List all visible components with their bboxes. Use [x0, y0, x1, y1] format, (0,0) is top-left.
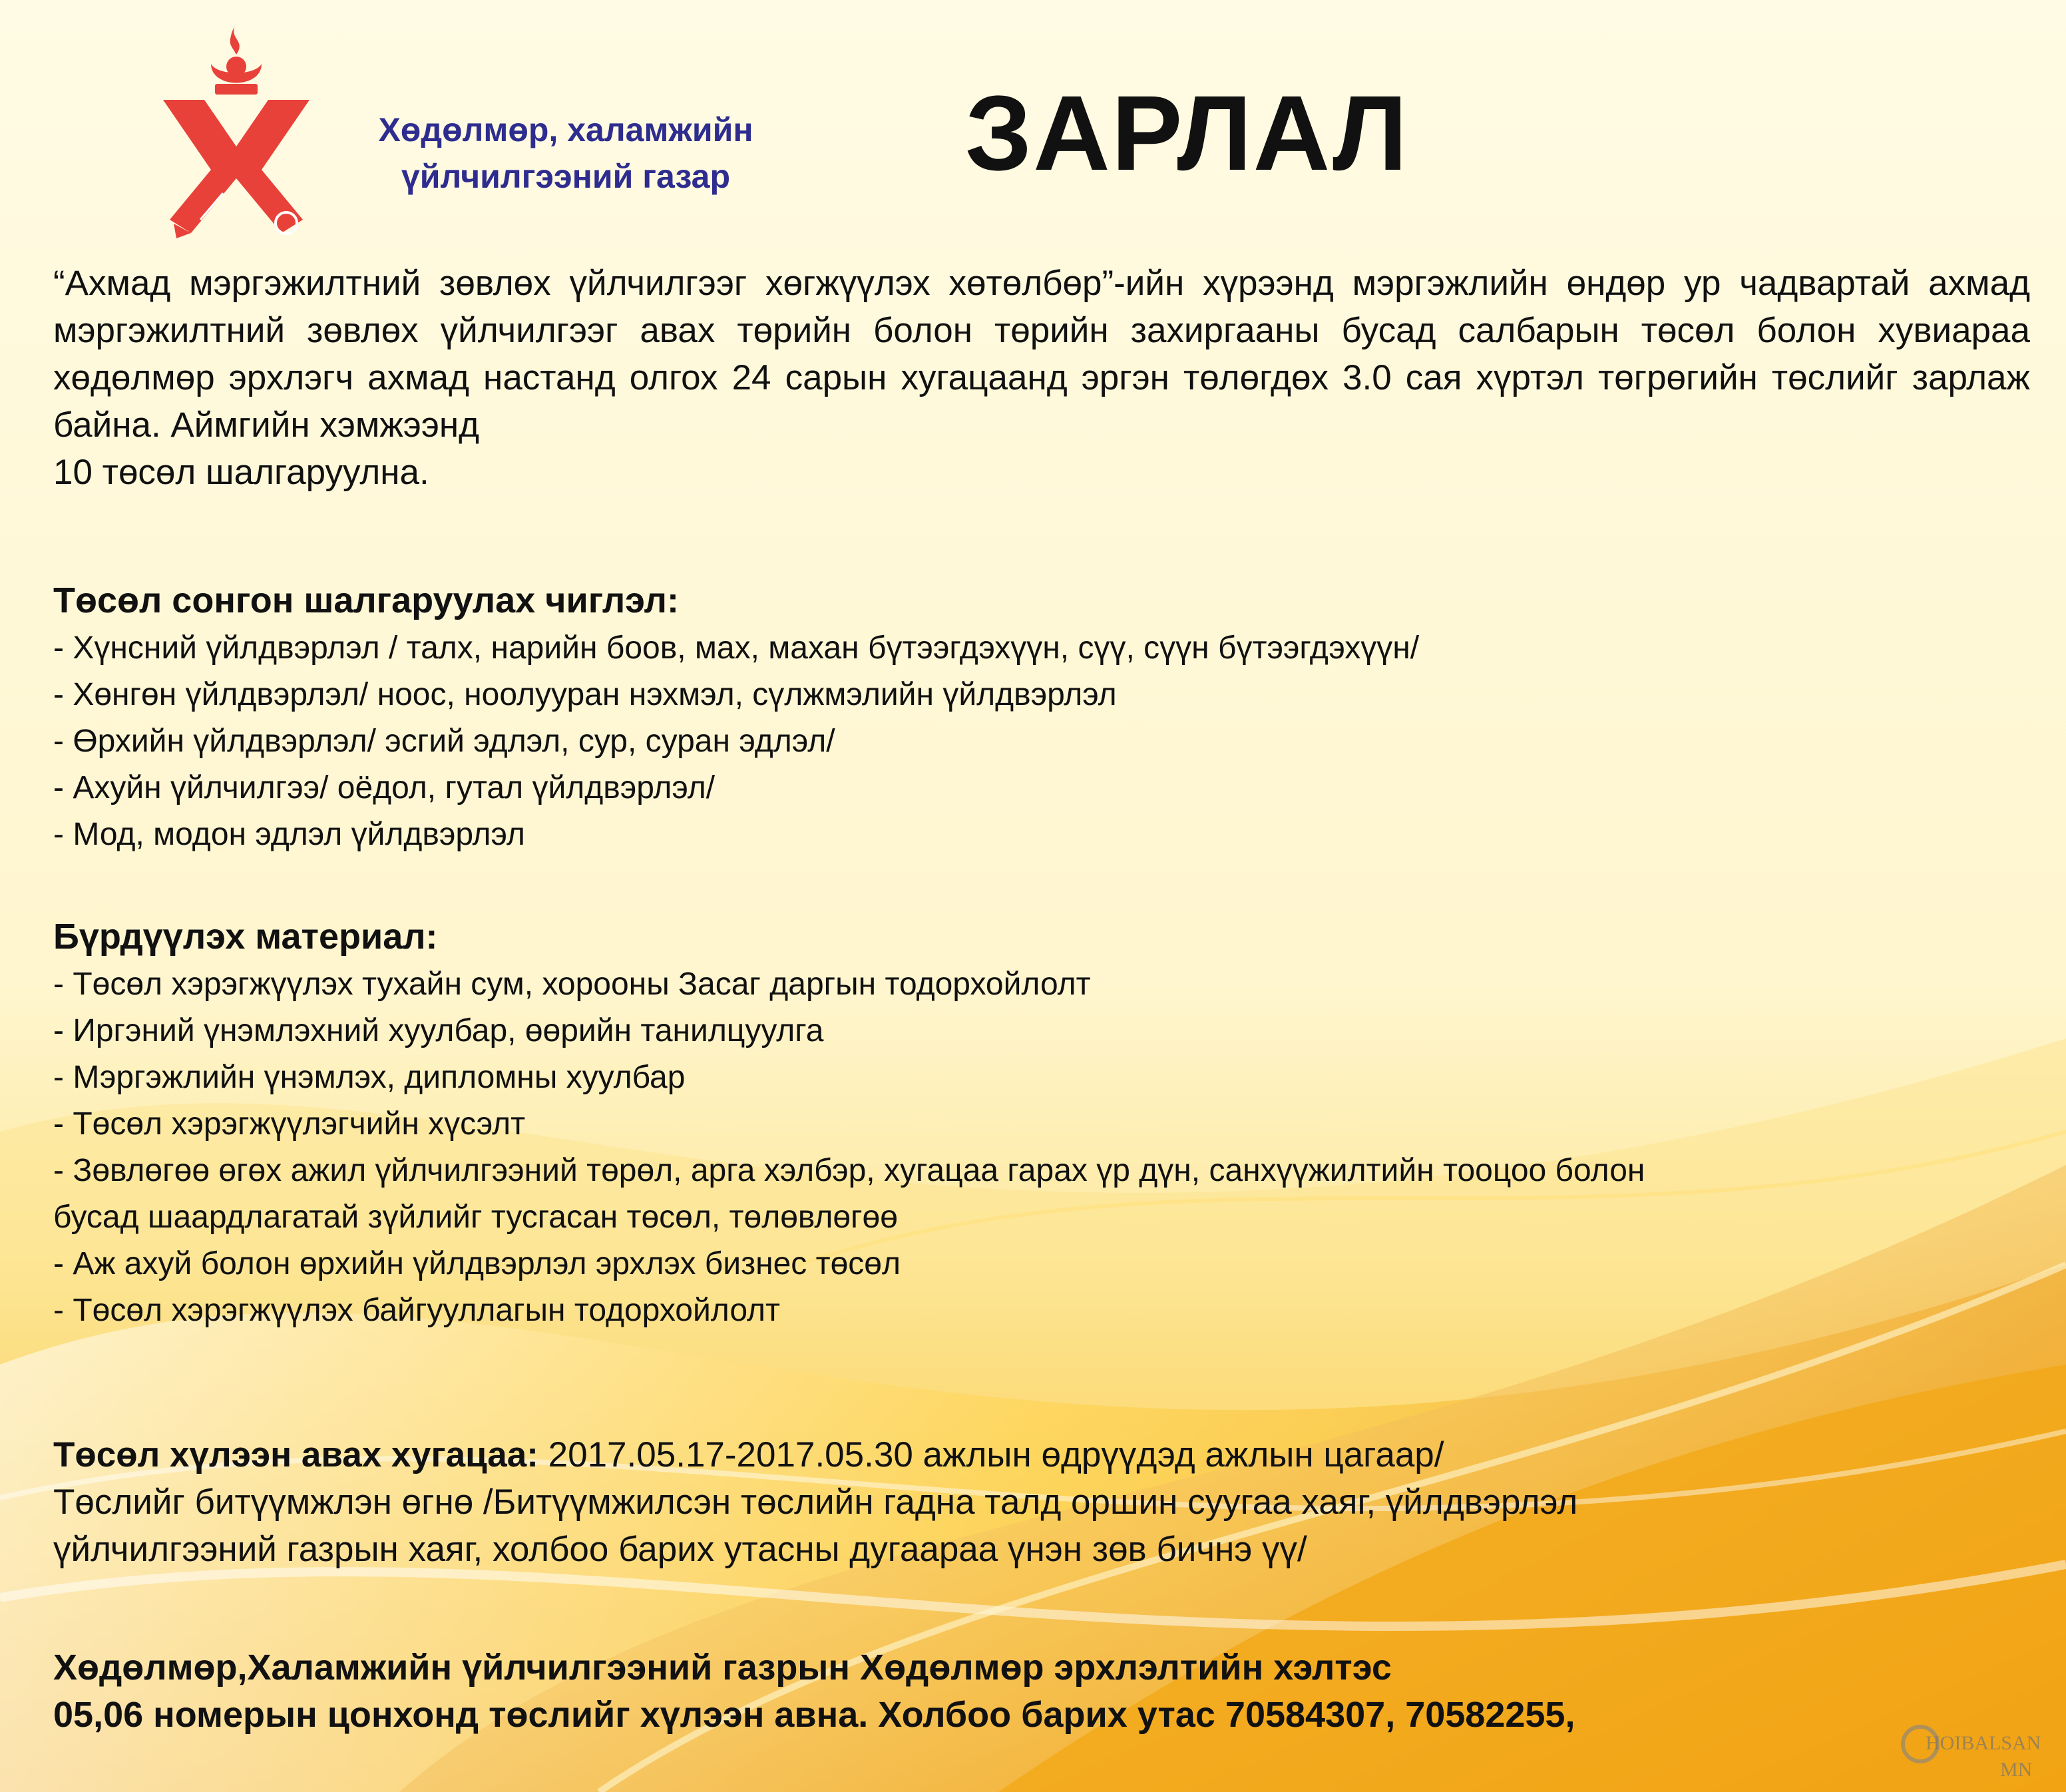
watermark-text-sub: MN — [2000, 1759, 2033, 1781]
materials-section — [53, 912, 2023, 1334]
organization-name — [333, 107, 799, 200]
directions-heading: Төсөл сонгон шалгаруулах чиглэл: — [53, 580, 679, 620]
organization-name-line1: Хөдөлмөр, халамжийн — [378, 111, 753, 148]
deadline-value: 2017.05.17-2017.05.30 ажлын өдрүүдэд ажлын цагаар/ — [538, 1435, 1444, 1474]
deadline-note-line2: үйлчилгээний газрын хаяг, холбоо барих утасны дугаараа үнэн зөв бичнэ үү/ — [53, 1530, 1307, 1569]
intro-text-last-line: 10 төсөл шалгаруулна. — [53, 453, 429, 492]
directions-section — [53, 576, 2023, 858]
list-item: - Зөвлөгөө өгөх ажил үйлчилгээний төрөл, арга хэлбэр, хугацаа гарах үр дүн, санхүүжилтийн тооцоо болон — [53, 1153, 1645, 1188]
deadline-label: Төсөл хүлээн авах хугацаа: — [53, 1435, 538, 1474]
list-item: - Төсөл хэрэгжүүлэх байгууллагын тодорхойлолт — [53, 1293, 780, 1328]
list-item: - Төсөл хэрэгжүүлэх тухайн сум, хорооны Засаг даргын тодорхойлолт — [53, 967, 1091, 1002]
page-title: ЗАРЛАЛ — [965, 73, 1409, 192]
watermark-text: HOIBALSAN — [1926, 1732, 2041, 1754]
footer-line1: Хөдөлмөр,Халамжийн үйлчилгээний газрын Хөдөлмөр эрхлэлтийн хэлтэс — [53, 1648, 1392, 1687]
list-item: - Мэргэжлийн үнэмлэх, дипломны хуулбар — [53, 1060, 686, 1095]
ministry-logo-icon — [150, 20, 323, 240]
deadline-note-line1: Төслийг битүүмжлэн өгнө /Битүүмжилсэн төслийн гадна талд оршин суугаа хаяг, үйлдвэрлэл — [53, 1482, 1578, 1522]
list-item: - Иргэний үнэмлэхний хуулбар, өөрийн танилцуулга — [53, 1013, 824, 1048]
list-item: - Төсөл хэрэгжүүлэгчийн хүсэлт — [53, 1106, 526, 1142]
list-item: - Аж ахуй болон өрхийн үйлдвэрлэл эрхлэх бизнес төсөл — [53, 1246, 901, 1281]
list-item: - Мод, модон эдлэл үйлдвэрлэл — [53, 817, 525, 852]
watermark-logo — [1900, 1717, 2060, 1784]
materials-heading: Бүрдүүлэх материал: — [53, 917, 438, 957]
deadline-section — [53, 1431, 2023, 1573]
list-item: - Өрхийн үйлдвэрлэл/ эсгий эдлэл, сур, суран эдлэл/ — [53, 724, 835, 759]
deadline-line — [53, 1431, 2023, 1478]
list-item: бусад шаардлагатай зүйлийг тусгасан төсөл, төлөвлөгөө — [53, 1200, 898, 1235]
footer-line2: 05,06 номерын цонхонд төслийг хүлээн авна. Холбоо барих утас 70584307, 70582255, — [53, 1695, 1575, 1735]
contact-footer — [53, 1644, 2023, 1739]
list-item: - Хөнгөн үйлдвэрлэл/ ноос, ноолууран нэхмэл, сүлжмэлийн үйлдвэрлэл — [53, 677, 1117, 712]
intro-paragraph — [53, 260, 2030, 496]
intro-text: “Ахмад мэргэжилтний зөвлөх үйлчилгээг хөгжүүлэх хөтөлбөр”-ийн хүрээнд мэргэжлийн өндөр ур чадвартай ахмад мэргэжилтний зөвлөх үйлчилгээг авах төрийн болон төрийн захиргааны бусад салбарын төсөл болон хувиараа хөдөлмөр эрхлэгч ахмад настанд олгох 24 сарын хугацаанд эргэн төлөгдөх 3.0 сая хүртэл төгрөгийн төслийг зарлаж байна. Аймгийн хэмжээнд — [53, 264, 2030, 445]
list-item: - Ахуйн үйлчилгээ/ оёдол, гутал үйлдвэрлэл/ — [53, 770, 716, 805]
organization-name-line2: үйлчилгээний газар — [401, 158, 730, 195]
list-item: - Хүнсний үйлдвэрлэл / талх, нарийн боов, мах, махан бүтээгдэхүүн, сүү, сүүн бүтээгдэхүүн/ — [53, 630, 1420, 666]
